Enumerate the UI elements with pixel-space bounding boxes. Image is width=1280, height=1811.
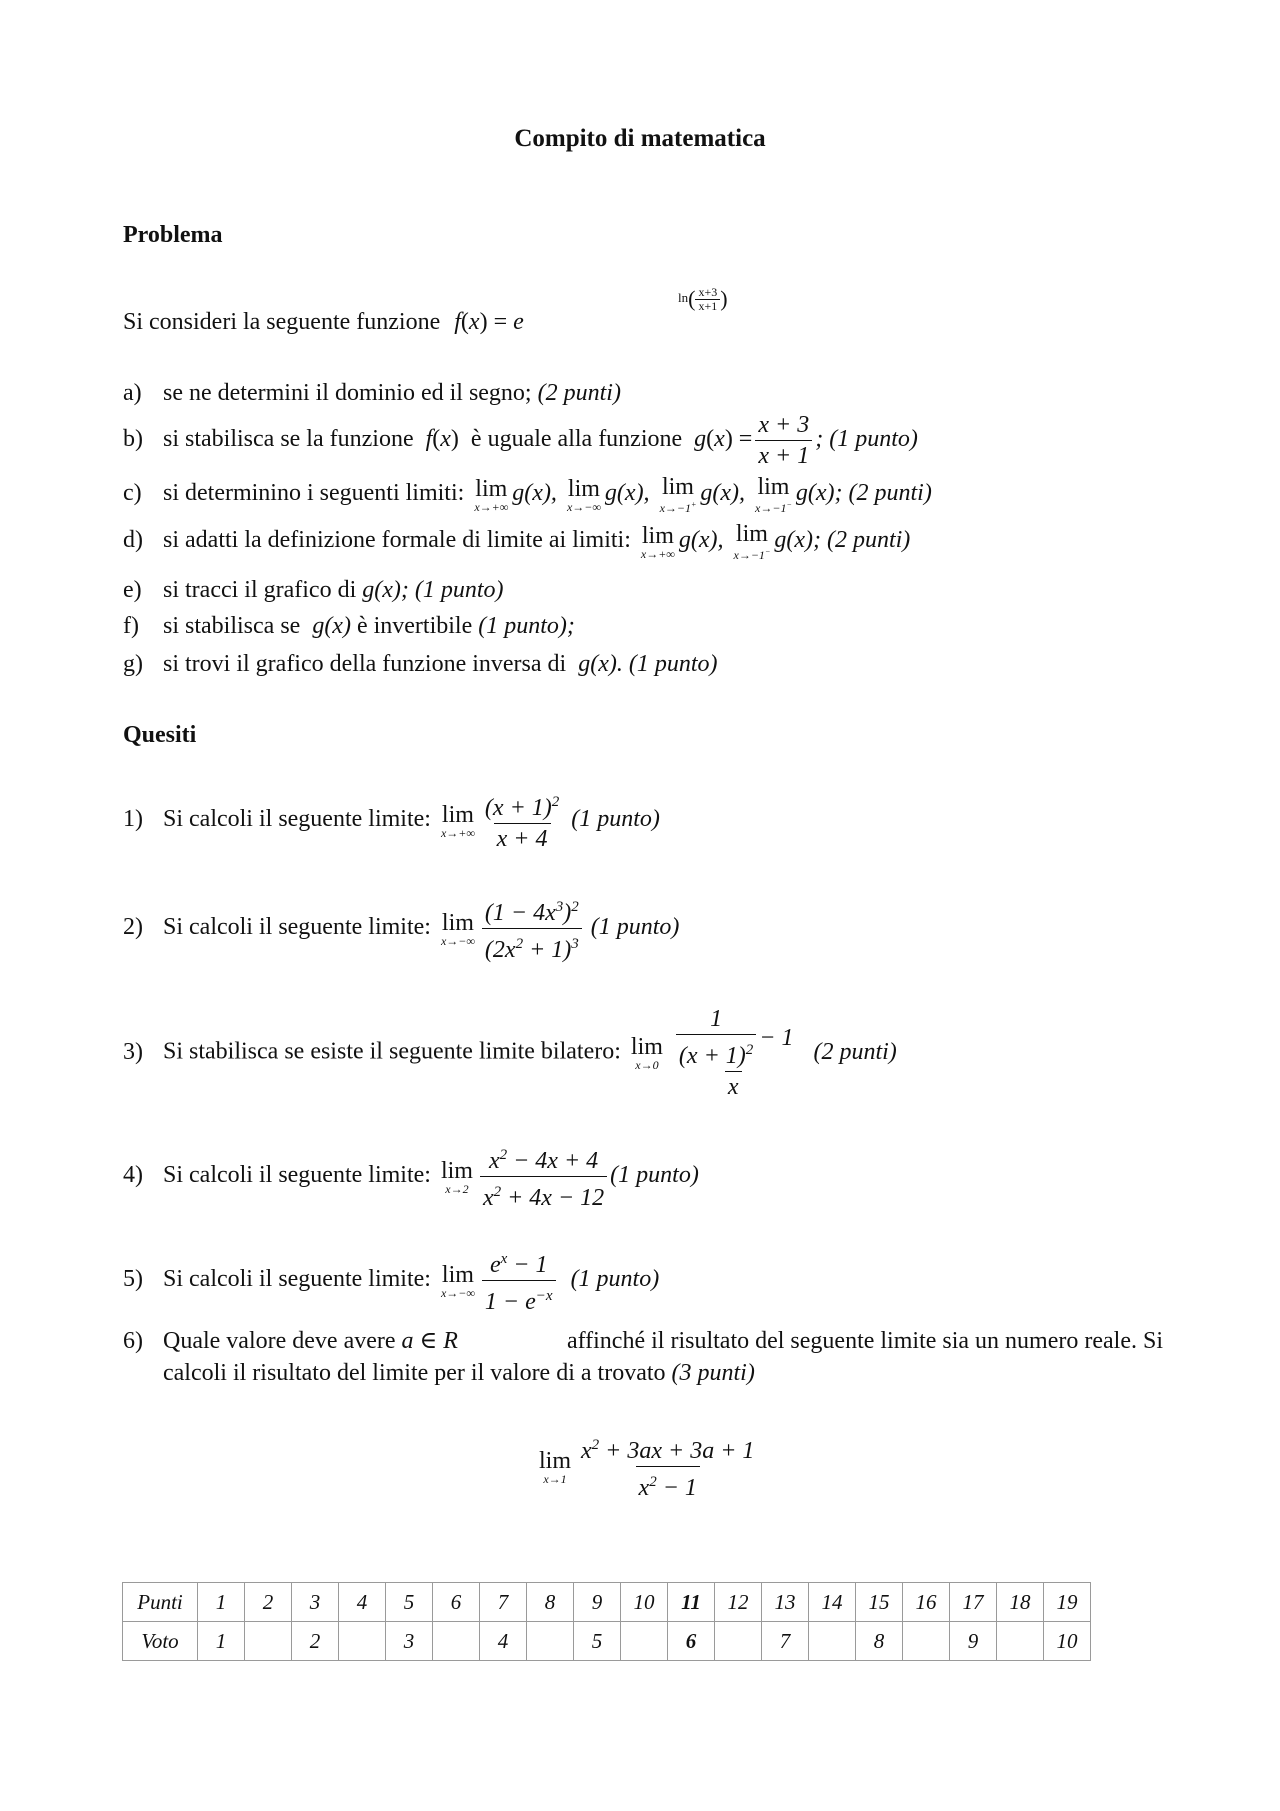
table-cell: 14 xyxy=(809,1583,856,1622)
table-cell: Voto xyxy=(123,1622,198,1661)
problem-item-g: g) si trovi il grafico della funzione inversa di g(x). (1 punto) xyxy=(123,651,718,677)
table-cell: 2 xyxy=(245,1583,292,1622)
table-cell: 3 xyxy=(292,1583,339,1622)
section-heading-problema: Problema xyxy=(123,222,223,248)
table-cell: 1 xyxy=(198,1583,245,1622)
table-cell: 5 xyxy=(574,1622,621,1661)
table-cell xyxy=(715,1622,762,1661)
quesito-3: 3) Si stabilisca se esiste il seguente limite bilatero: lim x→0 $\frac{1}{(x + 1)^2}$ − 1 x (2 punti) xyxy=(123,1006,897,1100)
table-cell: 3 xyxy=(386,1622,433,1661)
problem-item-b: b) si stabilisca se la funzione f(x) è uguale alla funzione g(x) = $\frac{x + 3}{x + 1}$ ; (1 punto) xyxy=(123,412,918,469)
table-cell xyxy=(245,1622,292,1661)
table-cell: 9 xyxy=(574,1583,621,1622)
table-cell: 4 xyxy=(339,1583,386,1622)
quesito-6-formula: lim x→1 $\frac{x^2 + 3ax + 3a + 1}{x^2 - 1}$ xyxy=(539,1437,755,1501)
table-cell: 2 xyxy=(292,1622,339,1661)
problem-intro xyxy=(123,284,728,336)
formula-f: f(x) = e xyxy=(454,309,524,335)
table-cell xyxy=(433,1622,480,1661)
table-cell: 19 xyxy=(1044,1583,1091,1622)
table-cell: 8 xyxy=(856,1622,903,1661)
table-cell: 18 xyxy=(997,1583,1044,1622)
table-row-punti xyxy=(123,1583,1091,1622)
table-cell: 10 xyxy=(621,1583,668,1622)
table-row-voto xyxy=(123,1622,1091,1661)
table-cell xyxy=(339,1622,386,1661)
table-cell: 12 xyxy=(715,1583,762,1622)
fraction-g: $\frac{x + 3}{x + 1}$ xyxy=(755,410,812,471)
quesito-5: 5) Si calcoli il seguente limite: lim x→−∞ $\frac{e^x - 1}{1 - e^{-x}}$ (1 punto) xyxy=(123,1251,660,1315)
quesito-4: 4) Si calcoli il seguente limite: lim x→2 $\frac{x^2 - 4x + 4}{x^2 + 4x - 12}$ (1 punto) xyxy=(123,1147,699,1211)
problem-item-e: e) si tracci il grafico di g(x); (1 punto) xyxy=(123,577,504,603)
grading-table xyxy=(122,1582,1091,1661)
page-title: Compito di matematica xyxy=(514,125,766,152)
exponent-ln: ln( $\frac{x+3}{x+1}$ ) xyxy=(678,284,728,313)
section-heading-quesiti: Quesiti xyxy=(123,722,197,748)
table-cell: 16 xyxy=(903,1583,950,1622)
problem-item-c: c) si determinino i seguenti limiti: lim x→+∞ g(x), lim x→−∞ g(x), lim x→−1+ g(x), lim x→−1− g(x); (2 punti) xyxy=(123,474,932,515)
table-cell xyxy=(527,1622,574,1661)
table-cell: 1 xyxy=(198,1622,245,1661)
quesito-2: 2) Si calcoli il seguente limite: lim x→−∞ $\frac{(1 - 4x^3)^2}{(2x^2 + 1)^3}$ (1 punto) xyxy=(123,899,680,963)
table-cell: 17 xyxy=(950,1583,997,1622)
table-cell: 10 xyxy=(1044,1622,1091,1661)
quesito-6: 6) Quale valore deve avere a ∈ R affinché il risultato del seguente limite sia un numero reale. Si calcoli il risultato del limite per il valore di a trovato (3 punti) xyxy=(123,1328,1163,1386)
table-cell: 6 xyxy=(433,1583,480,1622)
table-cell: 7 xyxy=(480,1583,527,1622)
table-cell: 9 xyxy=(950,1622,997,1661)
table-cell: 5 xyxy=(386,1583,433,1622)
table-cell: 4 xyxy=(480,1622,527,1661)
problem-item-a: a) se ne determini il dominio ed il segno; (2 punti) xyxy=(123,380,621,406)
table-cell: Punti xyxy=(123,1583,198,1622)
table-cell: 6 xyxy=(668,1622,715,1661)
problem-item-d: d) si adatti la definizione formale di limite ai limiti: lim x→+∞ g(x), lim x→−1− g(x); (2 punti) xyxy=(123,521,911,562)
table-cell xyxy=(903,1622,950,1661)
table-cell xyxy=(809,1622,856,1661)
table-cell: 13 xyxy=(762,1583,809,1622)
problem-item-f: f) si stabilisca se g(x) è invertibile (1 punto); xyxy=(123,613,575,639)
intro-text: Si consideri la seguente funzione xyxy=(123,309,441,335)
table-cell: 15 xyxy=(856,1583,903,1622)
table-cell: 7 xyxy=(762,1622,809,1661)
table-cell xyxy=(997,1622,1044,1661)
table-cell: 11 xyxy=(668,1583,715,1622)
table-cell xyxy=(621,1622,668,1661)
table-cell: 8 xyxy=(527,1583,574,1622)
quesito-1: 1) Si calcoli il seguente limite: lim x→+∞ $\frac{(x + 1)^2}{x + 4}$ (1 punto) xyxy=(123,794,660,852)
